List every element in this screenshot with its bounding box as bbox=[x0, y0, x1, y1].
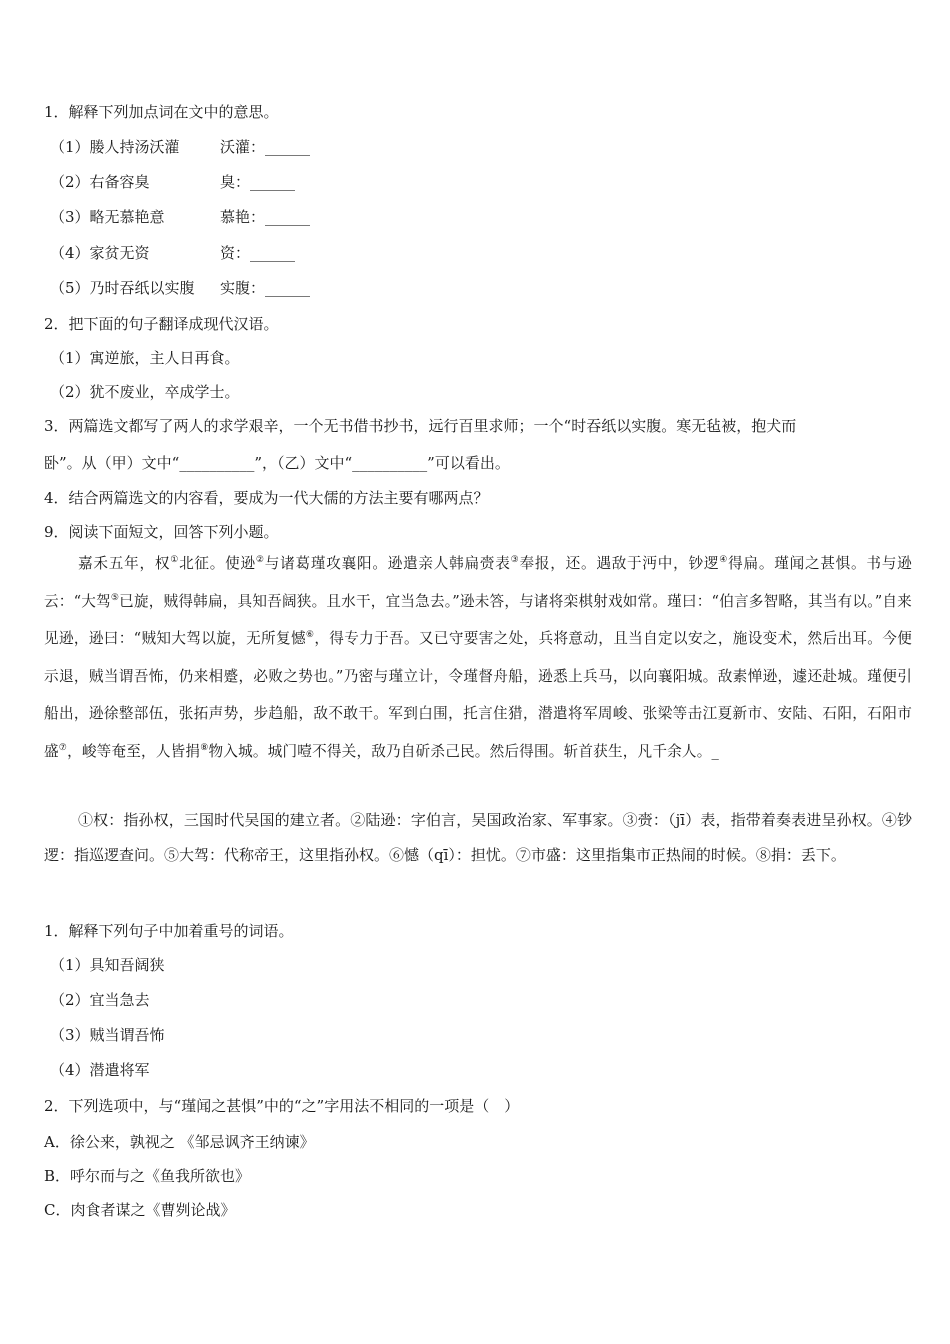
item-5-phrase: （5）乃时吞纸以实腹 bbox=[50, 279, 195, 297]
item-1-term: 沃灌：______ bbox=[220, 138, 311, 156]
item-2-term: 臭：______ bbox=[220, 173, 296, 191]
item-3-phrase: （3）略无慕艳意 bbox=[50, 208, 165, 226]
option-b: B．呼尔而与之《鱼我所欲也》 bbox=[44, 1167, 251, 1185]
question-4: 4．结合两篇选文的内容看，要成为一代大儒的方法主要有哪两点？ bbox=[44, 489, 489, 507]
word-item-3: （3）贼当谓吾怖 bbox=[50, 1026, 165, 1044]
section-9-question-1: 1．解释下列句子中加着重号的词语。 bbox=[44, 922, 294, 940]
item-3-term: 慕艳：______ bbox=[220, 208, 311, 226]
item-4-term: 资：______ bbox=[220, 244, 296, 262]
question-3-line-1: 3．两篇选文都写了两人的求学艰辛，一个无书借书抄书，远行百里求师；一个“时吞纸以实腹。寒无毡被，抱犬而 bbox=[44, 417, 797, 435]
word-item-1: （1）具知吾阔狭 bbox=[50, 956, 165, 974]
question-2-heading: 2．把下面的句子翻译成现代汉语。 bbox=[44, 315, 279, 333]
section-9-question-2: 2．下列选项中，与“瑾闻之甚惧”中的“之”字用法不相同的一项是（ ） bbox=[44, 1097, 520, 1115]
translate-item-1: （1）寓逆旅，主人日再食。 bbox=[50, 349, 240, 367]
classical-passage: 嘉禾五年，权①北征。使逊②与诸葛瑾攻襄阳。逊遣亲人韩扁赍表③奉报，还。遇敌于沔中，钞逻④得扁。瑾闻之甚惧。书与逊云：“大驾⑤已旋，贼得韩扁，具知吾阔狭。且水干，宜当急去。”逊未答，与诸将栾棋射戏如常。瑾曰：“伯言多智略，其当有以。”自来见逊，逊曰：“贼知大驾以旋，无所复憾⑥，得专力于吾。又已守要害之处，兵将意动，且当自定以安之，施设变术，然后出耳。今便示退，贼当谓吾怖，仍来相蹙，必败之势也。”乃密与瑾立计，令瑾督舟船，逊悉上兵马，以向襄阳城。敌素惮逊，遽还赴城。瑾便引船出，逊徐整部伍，张拓声势，步趋船，敌不敢干。军到白围，托言住猎，潜遣将军周峻、张梁等击江夏新市、安陆、石阳，石阳市盛⑦，峻等奄至，人皆捐⑧物入城。城门噎不得关，敌乃自斫杀己民。然后得围。斩首获生，凡千余人。_ bbox=[44, 555, 912, 760]
question-3-line-2: 卧”。从（甲）文中“__________”，（乙）文中“__________”可以看出。 bbox=[44, 454, 510, 472]
item-4-phrase: （4）家贫无资 bbox=[50, 244, 150, 262]
option-a: A．徐公来，孰视之 《邹忌讽齐王纳谏》 bbox=[44, 1133, 315, 1151]
word-item-4: （4）潜遣将军 bbox=[50, 1061, 150, 1079]
item-2-phrase: （2）右备容臭 bbox=[50, 173, 150, 191]
option-c: C．肉食者谋之《曹刿论战》 bbox=[44, 1201, 236, 1219]
word-item-2: （2）宜当急去 bbox=[50, 991, 150, 1009]
item-5-term: 实腹：______ bbox=[220, 279, 311, 297]
footnotes: ①权：指孙权，三国时代吴国的建立者。②陆逊：字伯言，吴国政治家、军事家。③赍：（jī）表，指带着奏表进呈孙权。④钞逻：指巡逻查问。⑤大驾：代称帝王，这里指孙权。⑥憾（qī）：担忧。⑦市盛：这里指集市正热闹的时候。⑧捐：丢下。 bbox=[44, 811, 912, 864]
translate-item-2: （2）犹不废业，卒成学士。 bbox=[50, 383, 240, 401]
question-1-heading: 1．解释下列加点词在文中的意思。 bbox=[44, 103, 279, 121]
section-9-title: 9．阅读下面短文，回答下列小题。 bbox=[44, 523, 279, 541]
item-1-phrase: （1）媵人持汤沃灌 bbox=[50, 138, 180, 156]
